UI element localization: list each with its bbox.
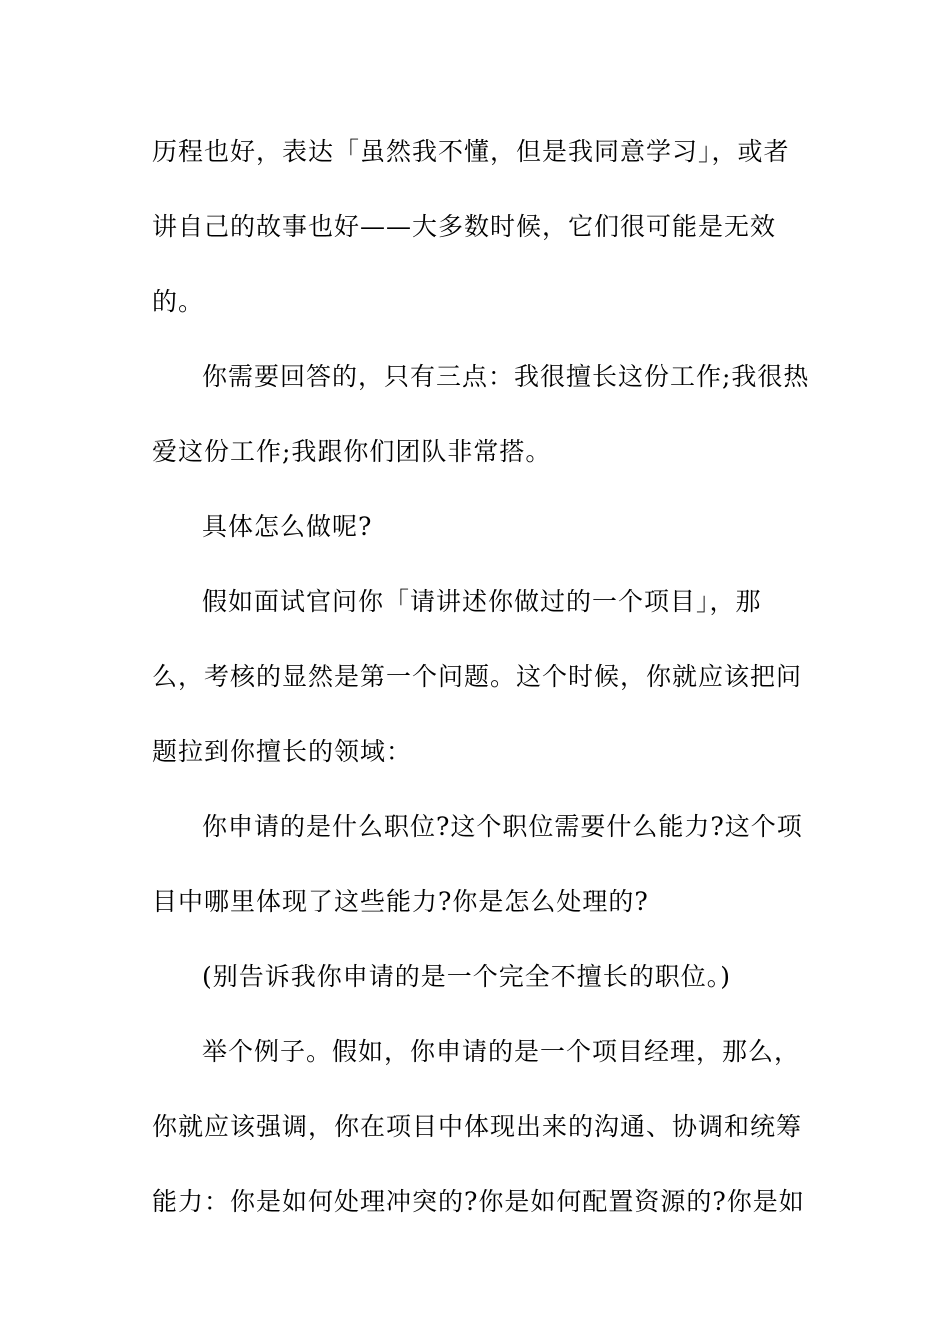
text-line: 历程也好，表达「虽然我不懂，但是我同意学习」，或者 bbox=[152, 137, 790, 166]
paragraph-start: 具体怎么做呢? bbox=[202, 512, 373, 541]
paragraph-start: 你申请的是什么职位?这个职位需要什么能力?这个项 bbox=[202, 812, 803, 841]
paragraph-start: 举个例子。假如，你申请的是一个项目经理，那么， bbox=[202, 1037, 801, 1066]
text-line: 你就应该强调，你在项目中体现出来的沟通、协调和统筹 bbox=[152, 1112, 803, 1141]
paragraph-start: 你需要回答的，只有三点：我很擅长这份工作;我很热 bbox=[202, 362, 810, 391]
text-line: 爱这份工作;我跟你们团队非常搭。 bbox=[152, 437, 552, 466]
paragraph-start: (别告诉我你申请的是一个完全不擅长的职位。) bbox=[202, 962, 732, 991]
text-line: 讲自己的故事也好——大多数时候，它们很可能是无效 bbox=[152, 212, 777, 241]
text-line: 的。 bbox=[152, 287, 205, 316]
text-line: 么，考核的显然是第一个问题。这个时候，你就应该把问 bbox=[152, 662, 803, 691]
text-line: 能力：你是如何处理冲突的?你是如何配置资源的?你是如 bbox=[152, 1187, 805, 1216]
paragraph-start: 假如面试官问你「请讲述你做过的一个项目」，那 bbox=[202, 587, 762, 616]
text-line: 目中哪里体现了这些能力?你是怎么处理的? bbox=[152, 887, 649, 916]
text-line: 题拉到你擅长的领域： bbox=[152, 737, 413, 766]
